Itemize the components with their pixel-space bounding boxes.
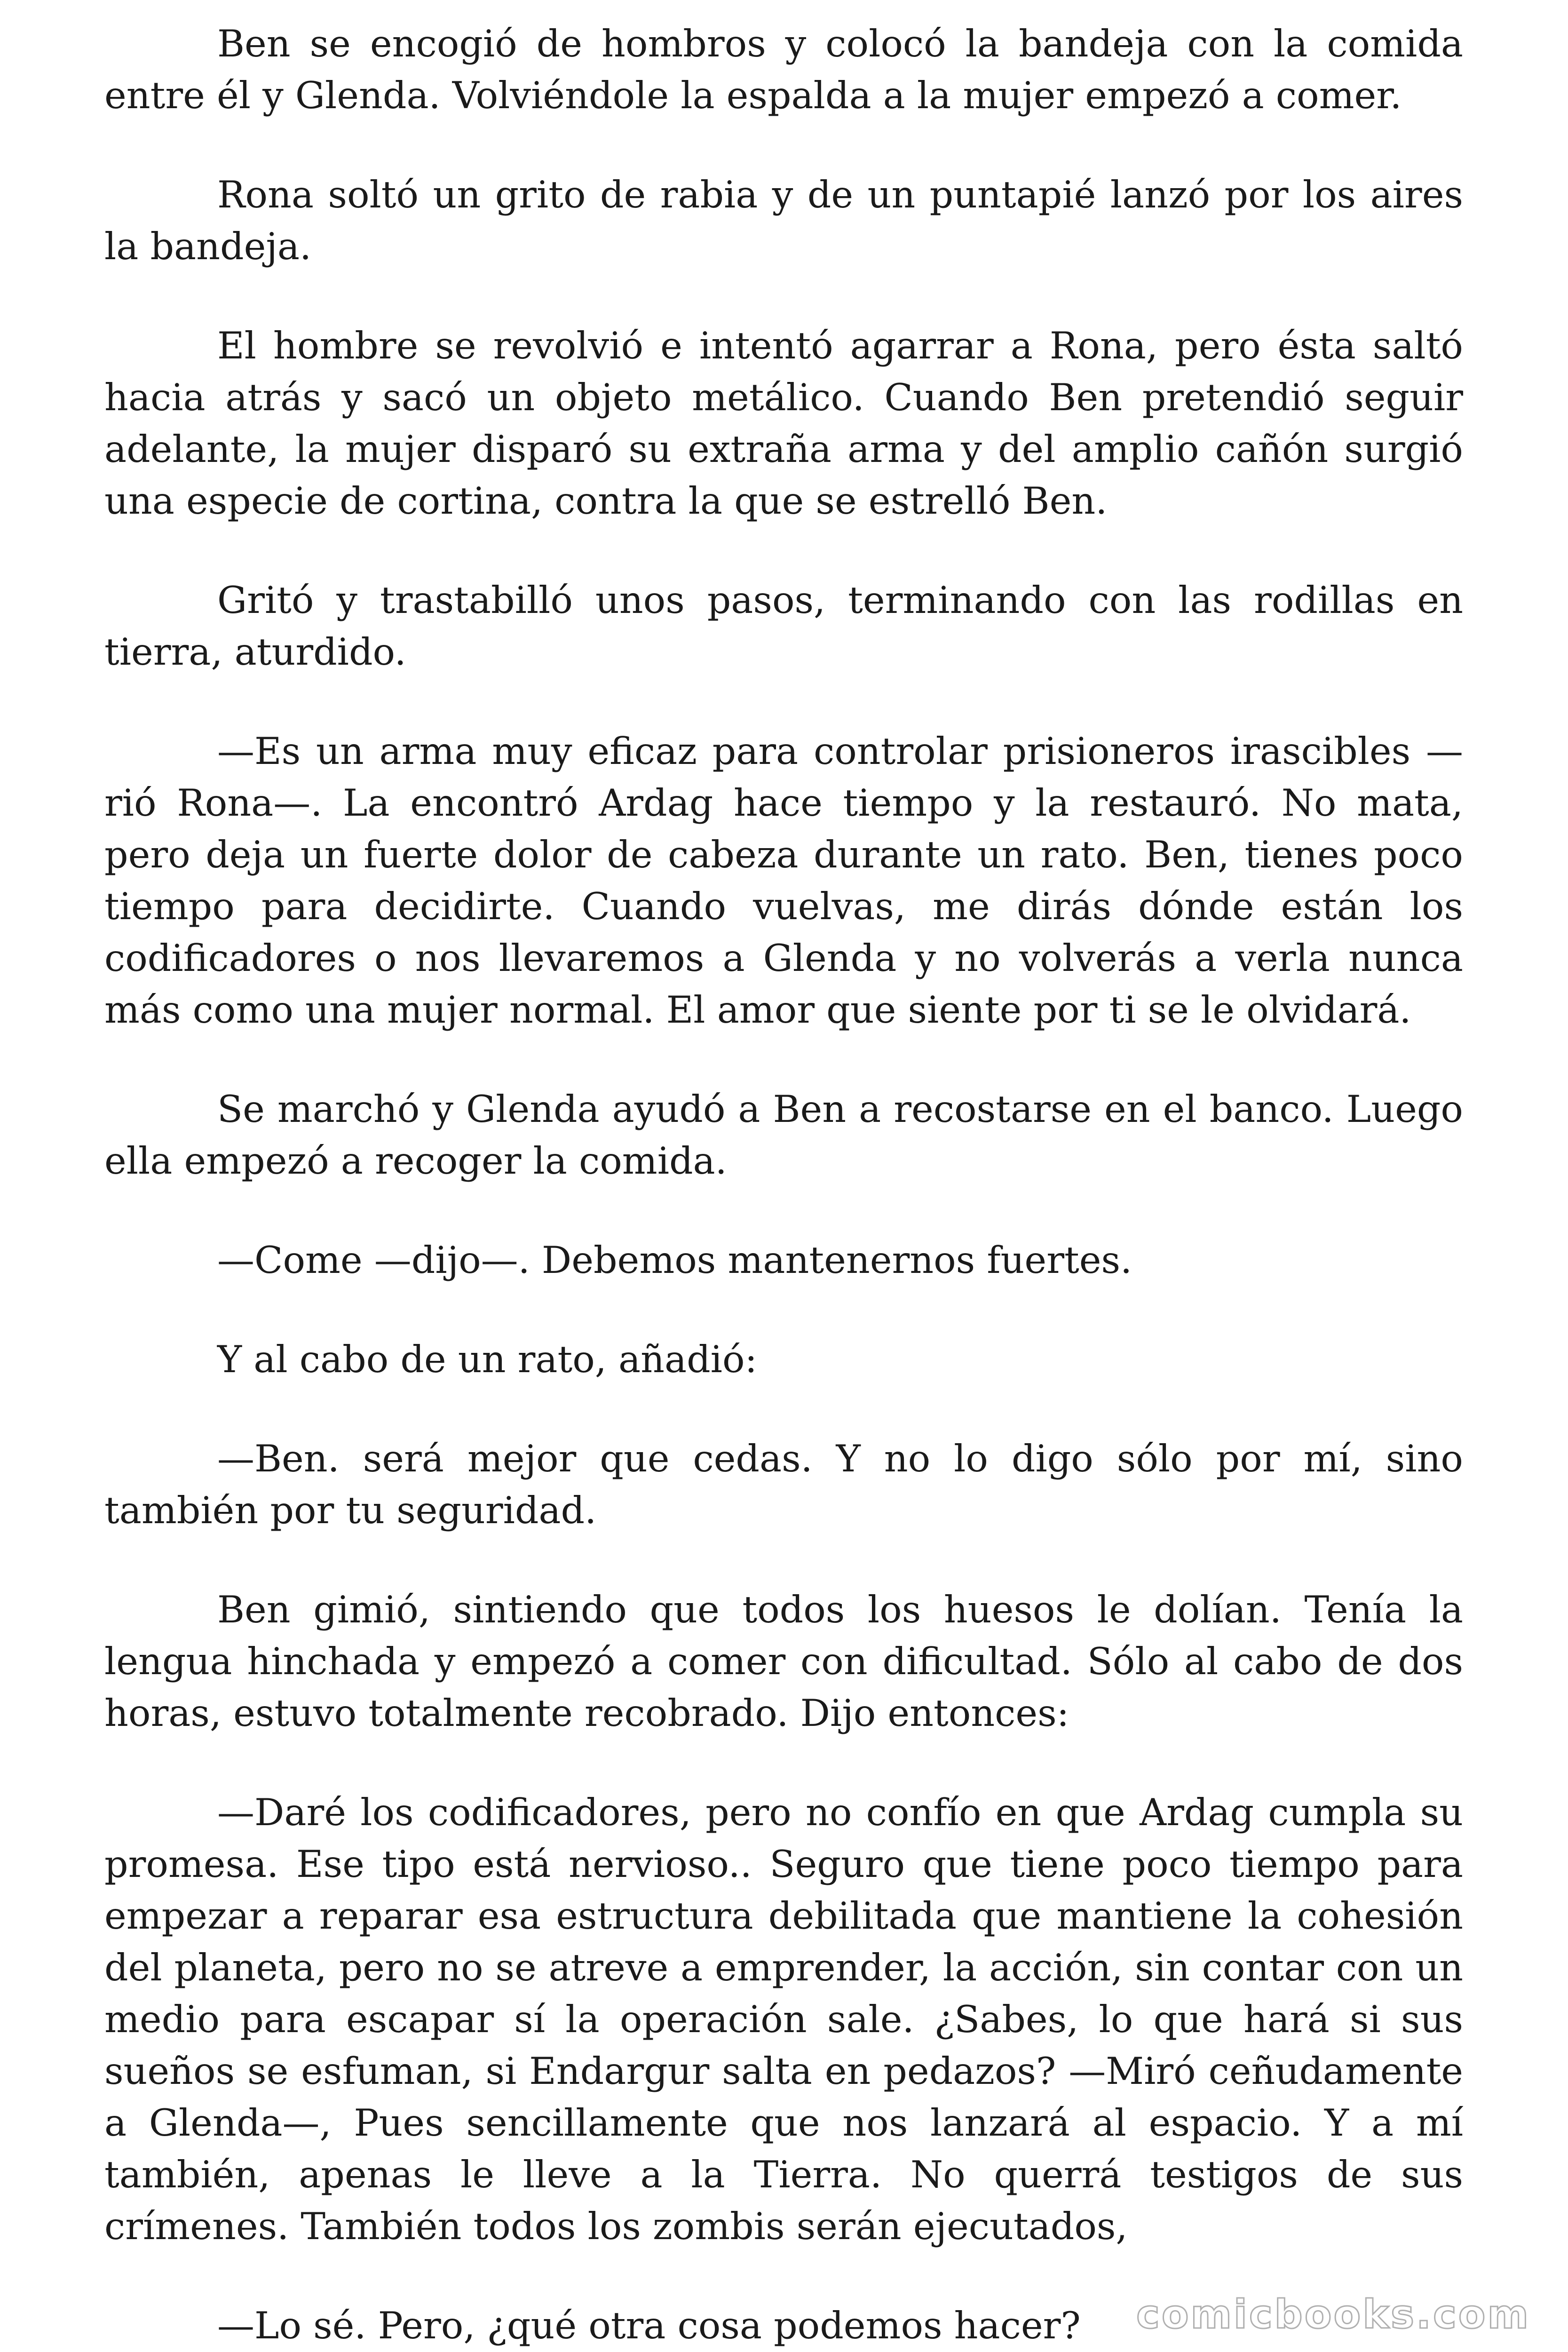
- paragraph-5: —Es un arma muy eficaz para controlar prisioneros irascibles —rió Rona—. La encontró Ardag hace tiempo y la restauró. No mata, pero deja un fuerte dolor de cabeza durante un rato. Ben, tienes poco tiempo para decidirte. Cuando vuelvas, me dirás dónde están los codificadores o nos llevaremos a Glenda y no volverás a verla nunca más como una mujer normal. El amor que siente por ti se le olvidará.: [104, 730, 1463, 1032]
- paragraph-1: Ben se encogió de hombros y colocó la bandeja con la comida entre él y Glenda. Volviéndole la espalda a la mujer empezó a comer.: [104, 22, 1463, 117]
- paragraph-7: —Come —dijo—. Debemos mantenernos fuertes.: [217, 1239, 1132, 1282]
- watermark-logo: comicbooks.com: [1136, 2291, 1530, 2337]
- book-page-text: [104, 18, 1463, 2352]
- paragraph-3: El hombre se revolvió e intentó agarrar a Rona, pero ésta saltó hacia atrás y sacó un objeto metálico. Cuando Ben pretendió seguir adelante, la mujer disparó su extraña arma y del amplio cañón surgió una especie de cortina, contra la que se estrelló Ben.: [104, 324, 1463, 523]
- paragraph-10: Ben gimió, sintiendo que todos los huesos le dolían. Tenía la lengua hinchada y empezó a comer con dificultad. Sólo al cabo de dos horas, estuvo totalmente recobrado. Dijo entonces:: [104, 1588, 1463, 1735]
- paragraph-11: —Daré los codificadores, pero no confío en que Ardag cumpla su promesa. Ese tipo está nervioso.. Seguro que tiene poco tiempo para empezar a reparar esa estructura debilitada que mantiene la cohesión del planeta, pero no se atreve a emprender, la acción, sin contar con un medio para escapar sí la operación sale. ¿Sabes, lo que hará si sus sueños se esfuman, si Endargur salta en pedazos? —Miró ceñudamente a Glenda—, Pues sencillamente que nos lanzará al espacio. Y a mí también, apenas le lleve a la Tierra. No querrá testigos de sus crímenes. También todos los zombis serán ejecutados,: [104, 1791, 1463, 2248]
- paragraph-8: Y al cabo de un rato, añadió:: [217, 1338, 758, 1381]
- paragraph-12: —Lo sé. Pero, ¿qué otra cosa podemos hacer?: [217, 2304, 1081, 2347]
- paragraph-2: Rona soltó un grito de rabia y de un puntapié lanzó por los aires la bandeja.: [104, 173, 1463, 268]
- paragraph-6: Se marchó y Glenda ayudó a Ben a recostarse en el banco. Luego ella empezó a recoger la comida.: [104, 1088, 1463, 1183]
- paragraph-9: —Ben. será mejor que cedas. Y no lo digo sólo por mí, sino también por tu seguridad.: [104, 1437, 1463, 1532]
- paragraph-4: Gritó y trastabilló unos pasos, terminando con las rodillas en tierra, aturdido.: [104, 579, 1463, 674]
